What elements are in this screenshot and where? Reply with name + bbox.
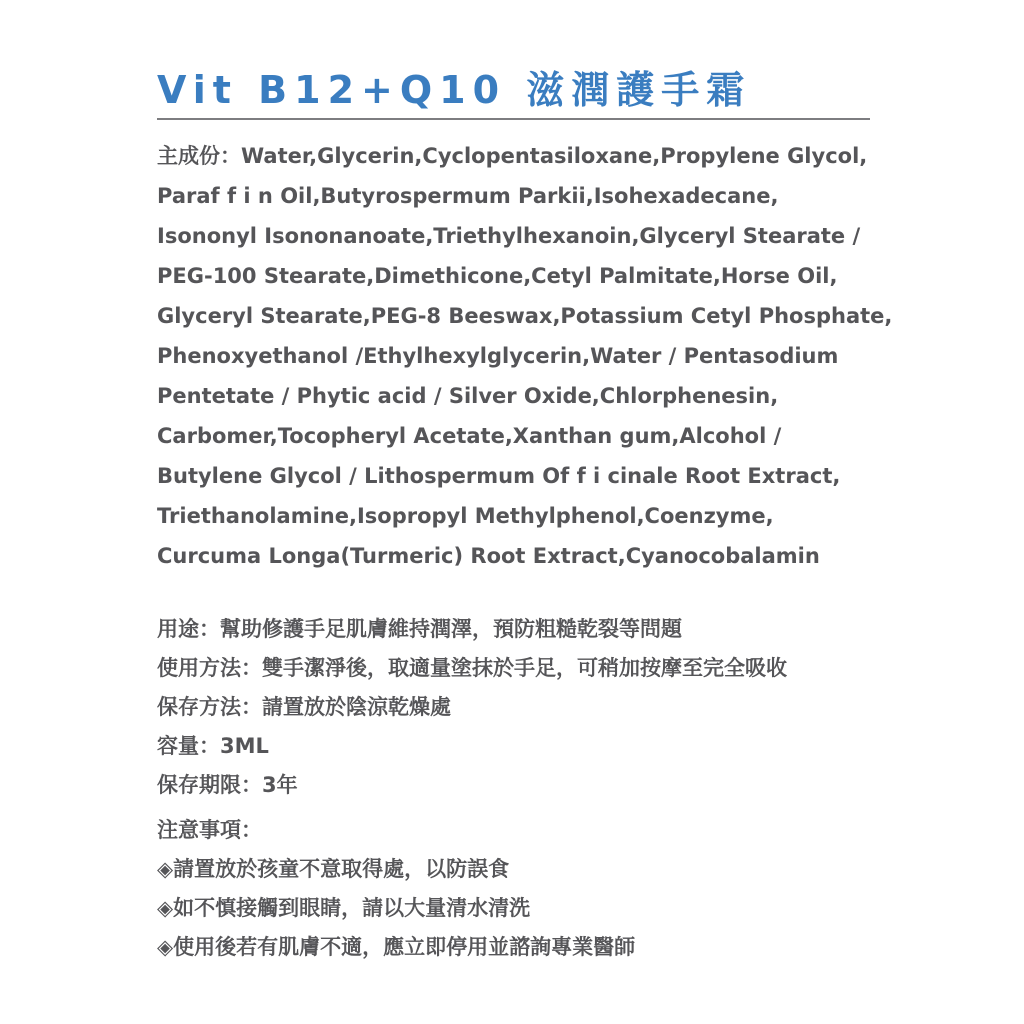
ingredients-line: PEG-100 Stearate,Dimethicone,Cetyl Palmitate,Horse Oil, [157, 264, 838, 288]
precaution-item: ◈如不慎接觸到眼睛，請以大量清水清洗 [157, 896, 531, 920]
title-divider [157, 118, 870, 120]
ingredients-line: Carbomer,Tocopheryl Acetate,Xanthan gum,Alcohol / [157, 424, 782, 448]
storage-text: 保存方法：請置放於陰涼乾燥處 [157, 695, 451, 719]
ingredients-line: Curcuma Longa(Turmeric) Root Extract,Cyanocobalamin [157, 544, 820, 568]
ingredients-block [157, 136, 957, 576]
ingredients-line: Isononyl Isononanoate,Triethylhexanoin,Glyceryl Stearate / [157, 224, 861, 248]
capacity-text: 容量：3ML [157, 734, 269, 758]
ingredients-line: Glyceryl Stearate,PEG-8 Beeswax,Potassium Cetyl Phosphate, [157, 304, 893, 328]
ingredients-line: Butylene Glycol / Lithospermum Of f i cinale Root Extract, [157, 464, 841, 488]
precautions-heading: 注意事項： [157, 818, 262, 842]
ingredients-line: 主成份：Water,Glycerin,Cyclopentasiloxane,Propylene Glycol, [157, 144, 868, 168]
precaution-item: ◈請置放於孩童不意取得處，以防誤食 [157, 857, 510, 881]
precaution-item: ◈使用後若有肌膚不適，應立即停用並諮詢專業醫師 [157, 935, 636, 959]
ingredients-line: Triethanolamine,Isopropyl Methylphenol,Coenzyme, [157, 504, 774, 528]
ingredients-line: Paraf f i n Oil,Butyrospermum Parkii,Isohexadecane, [157, 184, 779, 208]
product-title: Vit B12+Q10 滋潤護手霜 [157, 68, 752, 112]
product-info-block [157, 610, 957, 805]
precautions-block [157, 811, 957, 967]
shelf-life-text: 保存期限：3年 [157, 773, 298, 797]
usage-text: 用途：幫助修護手足肌膚維持潤澤，預防粗糙乾裂等問題 [157, 617, 682, 641]
ingredients-line: Pentetate / Phytic acid / Silver Oxide,Chlorphenesin, [157, 384, 779, 408]
ingredients-line: Phenoxyethanol /Ethylhexylglycerin,Water / Pentasodium [157, 344, 839, 368]
method-text: 使用方法：雙手潔淨後，取適量塗抹於手足，可稍加按摩至完全吸收 [157, 656, 787, 680]
